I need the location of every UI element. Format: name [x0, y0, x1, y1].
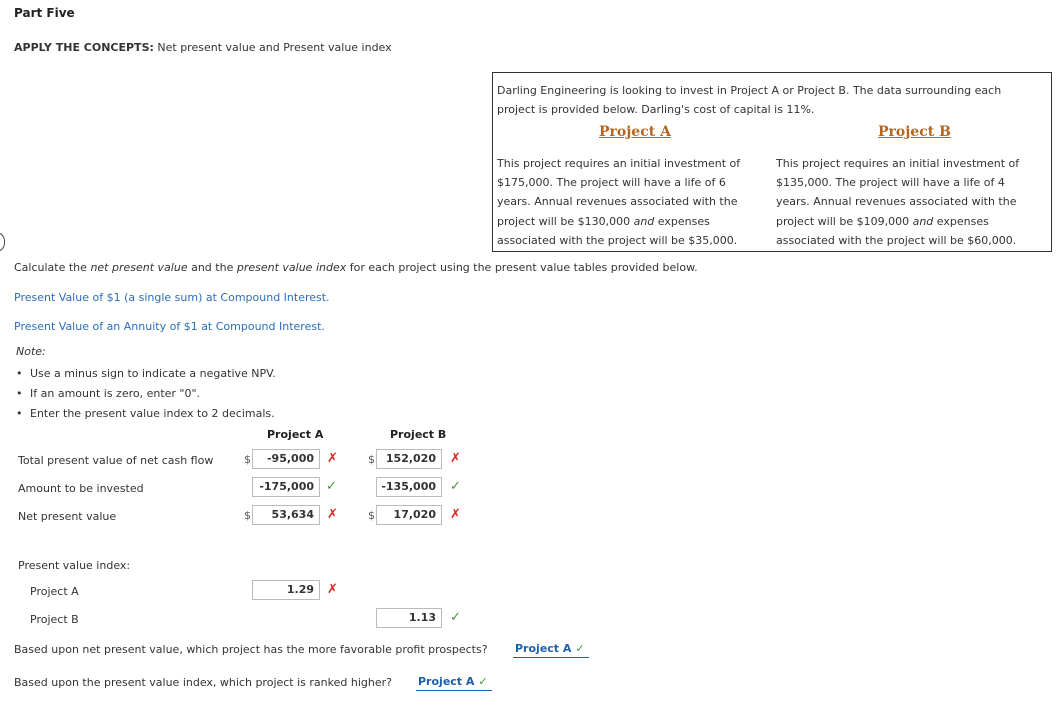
note-item: • Use a minus sign to indicate a negative NPV. — [14, 364, 276, 384]
note-item: • Enter the present value index to 2 decimals. — [14, 404, 276, 424]
currency-symbol: $ — [368, 453, 375, 466]
pvi-label: Present value index: — [18, 559, 131, 572]
project-a-description — [497, 154, 759, 250]
check-icon: ✓ — [450, 610, 461, 625]
apply-topic: Net present value and Present value index — [157, 41, 392, 54]
wrong-icon: ✗ — [327, 451, 338, 466]
desc-line: This project requires an initial investment of — [497, 157, 741, 170]
answer-value: Project A — [515, 642, 572, 655]
pvi-a-input[interactable]: 1.29 — [252, 580, 320, 600]
col-header-project-b: Project B — [390, 428, 447, 441]
scenario-intro: Darling Engineering is looking to invest in Project A or Project B. The data surrounding each project is provided below. Darling's cost of capital is 11%. — [497, 84, 1002, 116]
npv-b-input[interactable]: 17,020 — [376, 505, 442, 525]
desc-line: $135,000. The project will have a life of 4 — [776, 176, 1005, 190]
col-header-project-a: Project A — [267, 428, 324, 441]
project-a-heading: Project A — [599, 124, 671, 140]
project-b-heading: Project B — [878, 124, 951, 140]
total-pv-a-input[interactable]: -95,000 — [252, 449, 320, 469]
apply-label: APPLY THE CONCEPTS: — [14, 41, 154, 54]
pvi-project-a-label: Project A — [30, 585, 79, 598]
desc-line: years. Annual revenues associated with the — [776, 195, 1017, 209]
note-list — [14, 364, 276, 424]
calc-instructions: Calculate the net present value and the present value index for each project using the present value tables provided below. — [14, 261, 698, 274]
note-item: • If an amount is zero, enter "0". — [14, 384, 276, 404]
total-pv-b-input[interactable]: 152,020 — [376, 449, 442, 469]
row-label-total-pv: Total present value of net cash flow — [18, 454, 214, 467]
check-icon: ✓ — [478, 675, 488, 688]
collapse-handle-icon[interactable] — [0, 232, 5, 252]
desc-line: associated with the project will be $60,000. — [776, 233, 1017, 247]
answer-value: Project A — [418, 675, 475, 688]
wrong-icon: ✗ — [327, 582, 338, 597]
currency-symbol: $ — [368, 509, 375, 522]
pvi-b-input[interactable]: 1.13 — [376, 608, 442, 628]
answer-pvi-select[interactable] — [416, 675, 492, 691]
wrong-icon: ✗ — [450, 507, 461, 522]
project-b-description — [776, 154, 1038, 250]
desc-line: project will be $109,000 and expenses — [776, 214, 989, 228]
invested-b-input[interactable]: -135,000 — [376, 477, 442, 497]
wrong-icon: ✗ — [450, 451, 461, 466]
answer-npv-select[interactable] — [513, 642, 589, 658]
check-icon: ✓ — [326, 479, 337, 494]
question-pvi: Based upon the present value index, which project is ranked higher? — [14, 676, 392, 689]
currency-symbol: $ — [244, 509, 251, 522]
currency-symbol: $ — [244, 453, 251, 466]
npv-a-input[interactable]: 53,634 — [252, 505, 320, 525]
check-icon: ✓ — [575, 642, 585, 655]
row-label-npv: Net present value — [18, 510, 117, 523]
row-label-amount-invested: Amount to be invested — [18, 482, 144, 495]
check-icon: ✓ — [450, 479, 461, 494]
pv-single-sum-link[interactable]: Present Value of $1 (a single sum) at Compound Interest. — [14, 291, 330, 304]
apply-concepts-heading — [14, 41, 392, 54]
page-title: Part Five — [14, 6, 75, 20]
pv-annuity-link[interactable]: Present Value of an Annuity of $1 at Compound Interest. — [14, 320, 325, 333]
desc-line: project will be $130,000 and expenses — [497, 214, 710, 228]
pvi-project-b-label: Project B — [30, 613, 79, 626]
desc-line: associated with the project will be $35,000. — [497, 233, 738, 247]
question-npv: Based upon net present value, which project has the more favorable profit prospects? — [14, 643, 488, 656]
note-label: Note: — [16, 345, 46, 358]
desc-line: This project requires an initial investment of — [776, 157, 1020, 170]
desc-line: years. Annual revenues associated with the — [497, 195, 738, 209]
desc-line: $175,000. The project will have a life of 6 — [497, 176, 726, 190]
invested-a-input[interactable]: -175,000 — [252, 477, 320, 497]
scenario-box — [492, 72, 1052, 252]
wrong-icon: ✗ — [327, 507, 338, 522]
